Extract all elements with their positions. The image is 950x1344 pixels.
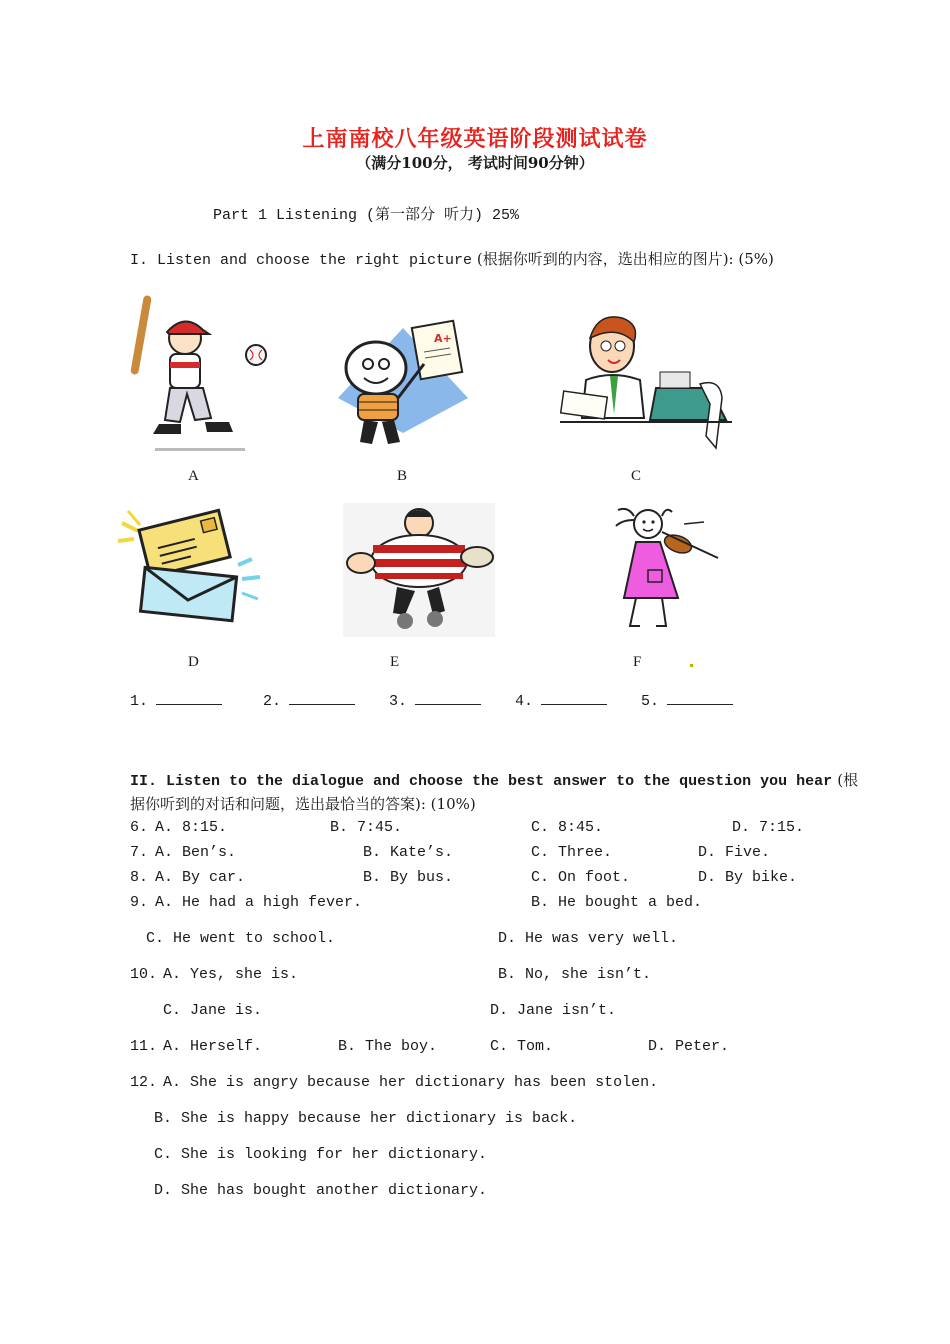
- question-6-option-a: A. 8:15.: [155, 819, 228, 836]
- question-11-number: 11.: [130, 1038, 158, 1055]
- picture-label-a: A: [188, 468, 199, 484]
- question-9-number: 9.: [130, 894, 149, 911]
- picture-label-b: B: [397, 468, 408, 484]
- question-9-option-c: C. He went to school.: [146, 930, 336, 947]
- question-10-option-d: D. Jane isn’t.: [490, 1002, 617, 1019]
- question-8-number: 8.: [130, 869, 149, 886]
- letters-envelope-icon: [112, 505, 267, 630]
- answer-blank-5[interactable]: 5.: [641, 690, 733, 710]
- svg-text:A+: A+: [434, 332, 452, 345]
- answer-blank-1[interactable]: 1.: [130, 690, 222, 710]
- question-7-option-c: C. Three.: [531, 844, 613, 861]
- question-12-option-a: A. She is angry because her dictionary has been stolen.: [163, 1074, 659, 1091]
- girl-playing-violin-icon: [606, 502, 726, 634]
- section1-instruction: [130, 248, 774, 269]
- question-9-option-a: A. He had a high fever.: [155, 894, 363, 911]
- question-10-option-a: A. Yes, she is.: [163, 966, 299, 983]
- student-with-test-paper-icon: [328, 318, 473, 453]
- section1-instruction-en: I. Listen and choose the right picture: [130, 252, 473, 269]
- question-9-option-d: D. He was very well.: [498, 930, 679, 947]
- question-7-option-a: A. Ben’s.: [155, 844, 237, 861]
- question-11-option-c: C. Tom.: [490, 1038, 554, 1055]
- question-12-number: 12.: [130, 1074, 158, 1091]
- picture-d: [112, 505, 267, 630]
- page-subtitle: （满分100分， 考试时间90分钟）: [356, 154, 594, 172]
- question-7-option-d: D. Five.: [698, 844, 771, 861]
- question-8-option-d: D. By bike.: [698, 869, 798, 886]
- question-8-option-a: A. By car.: [155, 869, 246, 886]
- picture-f: [606, 502, 726, 634]
- question-6-option-b: B. 7:45.: [330, 819, 403, 836]
- picture-a: [125, 290, 275, 455]
- question-11-option-b: B. The boy.: [338, 1038, 438, 1055]
- question-6-number: 6.: [130, 819, 149, 836]
- rugby-player-icon: [343, 503, 495, 637]
- section2-instruction: II. Listen to the dialogue and choose the best answer to the question you hear (根: [130, 771, 859, 790]
- picture-label-c: C: [631, 468, 642, 484]
- answer-blank-3[interactable]: 3.: [389, 690, 481, 710]
- question-11-option-a: A. Herself.: [163, 1038, 263, 1055]
- answer-blank-4[interactable]: 4.: [515, 690, 607, 710]
- answer-blank-2[interactable]: 2.: [263, 690, 355, 710]
- question-12-option-d: D. She has bought another dictionary.: [154, 1182, 488, 1199]
- question-8-option-b: B. By bus.: [363, 869, 454, 886]
- picture-c: [560, 308, 735, 458]
- stray-dot: [690, 664, 693, 667]
- picture-label-d: D: [188, 654, 199, 670]
- picture-e: [343, 503, 495, 637]
- baseball-player-icon: [125, 290, 275, 455]
- question-6-option-d: D. 7:15.: [732, 819, 805, 836]
- page-title: 上南南校八年级英语阶段测试试卷: [302, 126, 648, 152]
- picture-b: [328, 318, 473, 453]
- question-9-option-b: B. He bought a bed.: [531, 894, 703, 911]
- question-10-number: 10.: [130, 966, 158, 983]
- section2-instruction-en: II. Listen to the dialogue and choose the best answer to the question you hear: [130, 773, 833, 790]
- question-11-option-d: D. Peter.: [648, 1038, 730, 1055]
- part1-heading: Part 1 Listening (第一部分 听力) 25%: [213, 207, 520, 224]
- question-6-option-c: C. 8:45.: [531, 819, 604, 836]
- question-10-option-b: B. No, she isn’t.: [498, 966, 652, 983]
- question-7-number: 7.: [130, 844, 149, 861]
- question-12-option-b: B. She is happy because her dictionary is back.: [154, 1110, 578, 1127]
- man-at-cash-register-icon: [560, 308, 735, 458]
- question-12-option-c: C. She is looking for her dictionary.: [154, 1146, 488, 1163]
- picture-label-f: F: [633, 654, 642, 670]
- question-7-option-b: B. Kate’s.: [363, 844, 454, 861]
- question-8-option-c: C. On foot.: [531, 869, 631, 886]
- section2-instruction-cn: 据你听到的对话和问题，选出最恰当的答案): (10%): [130, 795, 476, 813]
- question-10-option-c: C. Jane is.: [163, 1002, 263, 1019]
- picture-label-e: E: [390, 654, 400, 670]
- section1-instruction-cn: (根据你听到的内容，选出相应的图片): (5%): [476, 250, 774, 268]
